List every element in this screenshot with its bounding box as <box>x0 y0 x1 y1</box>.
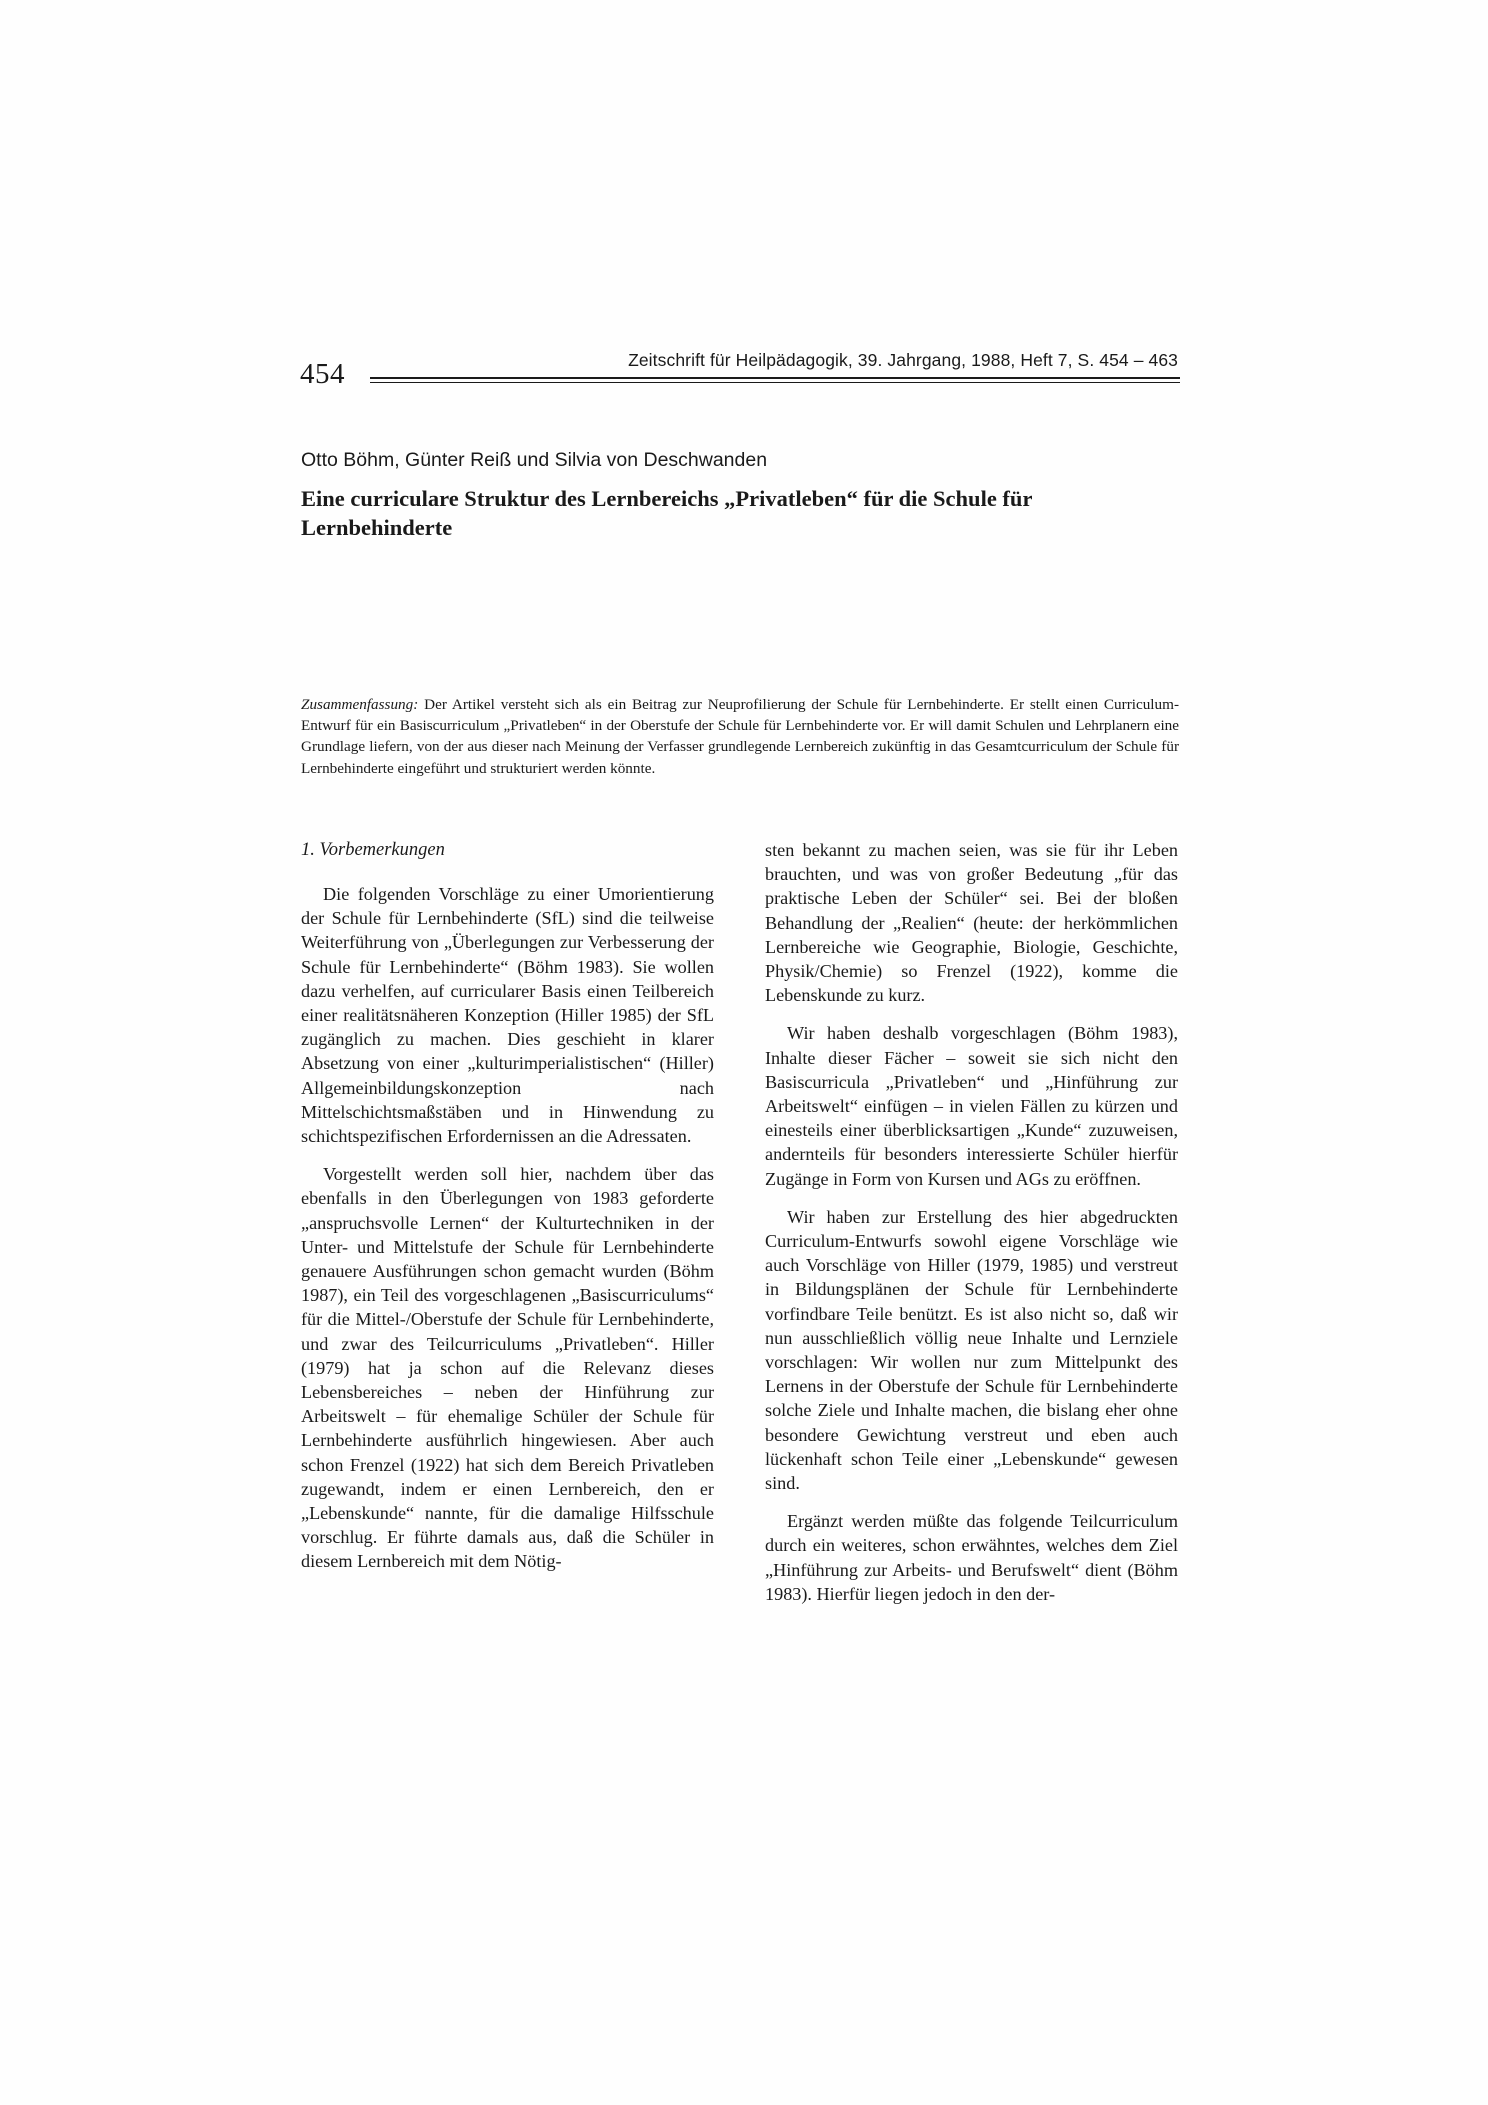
paragraph: Die folgenden Vorschläge zu einer Umorientierung der Schule für Lernbehinderte (SfL) sind die teilweise Weiterführung von „Überlegungen zur Verbesserung der Schule für Lernbehinderte“ (Böhm 1983). Sie wollen dazu verhelfen, auf curricularer Basis einen Teilbereich einer realitätsnäheren Konzeption (Hiller 1985) der SfL zugänglich zu machen. Dies geschieht in klarer Absetzung von einer „kulturimperialistischen“ (Hiller) Allgemeinbildungskonzeption nach Mittelschichtsmaßstäben und in Hinwendung zu schichtspezifischen Erfordernissen an die Adressaten. <box>301 884 714 1147</box>
section-heading: 1. Vorbemerkungen <box>301 840 445 860</box>
page-number: 454 <box>300 358 345 390</box>
right-column <box>765 838 1178 1606</box>
left-column <box>301 838 714 1574</box>
paragraph: sten bekannt zu machen seien, was sie für ihr Leben brauchten, und was von großer Bedeutung „für das praktische Leben der Schüler“ sei. Bei der bloßen Behandlung der „Realien“ (heute: der herkömmlichen Lernbereiche wie Geographie, Biologie, Geschichte, Physik/Chemie) so Frenzel (1922), komme die Lebenskunde zu kurz. <box>765 840 1178 1006</box>
header-rule <box>370 377 1180 379</box>
journal-citation: Zeitschrift für Heilpädagogik, 39. Jahrgang, 1988, Heft 7, S. 454 – 463 <box>628 350 1178 370</box>
paragraph: Wir haben zur Erstellung des hier abgedruckten Curriculum-Entwurfs sowohl eigene Vorschläge wie auch Vorschläge von Hiller (1979, 1985) und verstreut in Bildungsplänen der Schule für Lernbehinderte vorfindbare Teile benützt. Es ist also nicht so, daß wir nun ausschließlich völlig neue Inhalte und Lernziele vorschlagen: Wir wollen nur zum Mittelpunkt des Lernens in der Oberstufe der Schule für Lernbehinderte solche Ziele und Inhalte machen, die bislang eher ohne besondere Gewichtung verstreut und eben auch lückenhaft schon Teile einer „Lebenskunde“ gewesen sind. <box>765 1206 1178 1494</box>
paragraph: Ergänzt werden müßte das folgende Teilcurriculum durch ein weiteres, schon erwähntes, welches dem Ziel „Hinführung zur Arbeits- und Berufswelt“ dient (Böhm 1983). Hierfür liegen jedoch in den der- <box>765 1511 1178 1604</box>
abstract <box>301 694 1179 779</box>
abstract-text: Der Artikel versteht sich als ein Beitrag zur Neuprofilierung der Schule für Lernbehinderte. Er stellt einen Curriculum-Entwurf für ein Basiscurriculum „Privatleben“ in der Oberstufe der Schule für Lernbehinderte vor. Er will damit Schulen und Lehrplanern eine Grundlage liefern, von der aus dieser nach Meinung der Verfasser grundlegende Lernbereich zukünftig in das Gesamtcurriculum der Schule für Lernbehinderte eingeführt und strukturiert werden könnte. <box>301 696 1179 777</box>
paragraph: Vorgestellt werden soll hier, nachdem über das ebenfalls in den Überlegungen von 1983 geforderte „anspruchsvolle Lernen“ der Kulturtechniken in der Unter- und Mittelstufe der Schule für Lernbehinderte genauere Ausführungen schon gemacht wurden (Böhm 1987), ein Teil des vorgeschlagenen „Basiscurriculums“ für die Mittel-/Oberstufe der Schule für Lernbehinderte, und zwar des Teilcurriculums „Privatleben“. Hiller (1979) hat ja schon auf die Relevanz dieses Lebensbereiches – neben der Hinführung zur Arbeitswelt – für ehemalige Schüler der Schule für Lernbehinderte ausführlich hingewiesen. Aber auch schon Frenzel (1922) hat sich dem Bereich Privatleben zugewandt, indem er einen Lernbereich, den er „Lebenskunde“ nannte, für die damalige Hilfsschule vorschlug. Er führte damals aus, daß die Schüler in diesem Lernbereich mit dem Nötig- <box>301 1164 714 1572</box>
header-rule-thin <box>370 382 1180 383</box>
article-authors: Otto Böhm, Günter Reiß und Silvia von Deschwanden <box>301 449 768 471</box>
paragraph: Wir haben deshalb vorgeschlagen (Böhm 1983), Inhalte dieser Fächer – soweit sie sich nicht den Basiscurricula „Privatleben“ und „Hinführung zur Arbeitswelt“ einfügen – in vielen Fällen zu kürzen und einesteils einer überblicksartigen „Kunde“ zuzuweisen, andernteils für besonders interessierte Schüler hierfür Zugänge in Form von Kursen und AGs zu eröffnen. <box>765 1023 1178 1189</box>
abstract-label: Zusammenfassung: <box>301 696 419 713</box>
article-title: Eine curriculare Struktur des Lernbereichs „Privatleben“ für die Schule für Lernbehinderte <box>301 486 1033 540</box>
